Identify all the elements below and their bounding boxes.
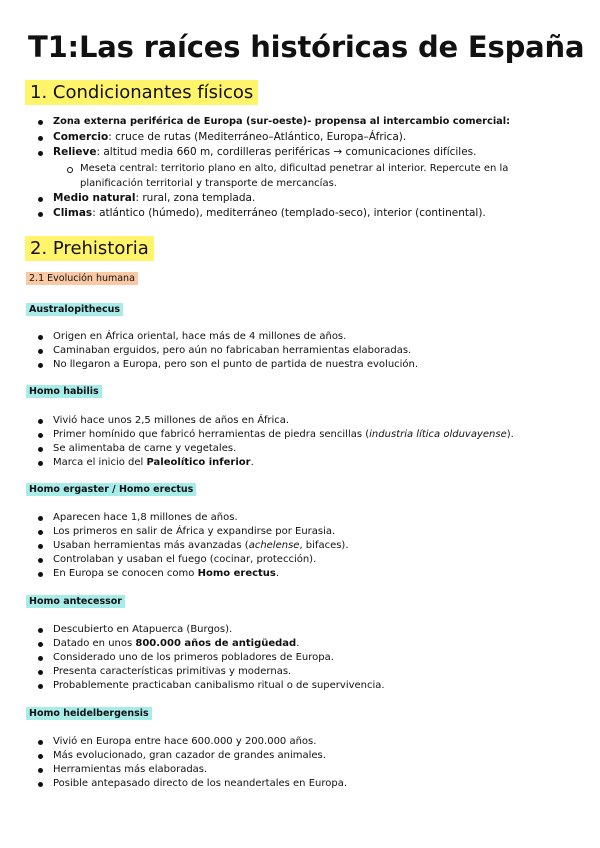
list-item: Origen en África oriental, hace más de 4 millones de años. <box>38 330 418 344</box>
homo-antecessor-list <box>38 623 385 693</box>
list-item: Los primeros en salir de África y expandirse por Eurasia. <box>38 525 349 539</box>
list-item <box>38 539 349 553</box>
item-text: Datado en unos <box>53 638 136 649</box>
list-item: No llegaron a Europa, pero son el punto de partida de nuestra evolución. <box>38 358 418 372</box>
item-text: Primer homínido que fabricó herramientas de piedra sencillas ( <box>53 429 370 440</box>
item-text: , bifaces). <box>299 540 349 551</box>
list-item <box>38 130 550 146</box>
item-bold: Medio natural <box>53 191 136 204</box>
list-item <box>38 567 349 581</box>
list-item <box>38 114 550 130</box>
list-item: Más evolucionado, gran cazador de grandes animales. <box>38 749 347 763</box>
item-italic: industria lítica olduvayense <box>369 429 507 440</box>
homo-erectus-list <box>38 511 349 581</box>
group-tag-homo-erectus: Homo ergaster / Homo erectus <box>26 483 196 496</box>
list-item: Aparecen hace 1,8 millones de años. <box>38 511 349 525</box>
list-item: Se alimentaba de carne y vegetales. <box>38 442 514 456</box>
item-text: Marca el inicio del <box>53 457 147 468</box>
item-bold: Homo erectus <box>197 568 276 579</box>
item-text: : atlántico (húmedo), mediterráneo (templado-seco), interior (continental). <box>92 207 486 219</box>
list-item <box>38 456 514 470</box>
group-tag-homo-antecessor: Homo antecessor <box>26 595 125 608</box>
sub-list-item: Meseta central: territorio plano en alto, dificultad penetrar al interior. Repercute en la planificación territorial y transporte de mercancías. <box>67 161 550 191</box>
item-text: . <box>296 638 300 649</box>
section-heading-label: 1. Condicionantes físicos <box>30 82 254 103</box>
list-item <box>38 637 385 651</box>
page-title: T1:Las raíces históricas de España <box>28 30 585 64</box>
section-heading-prehistoria <box>25 236 154 261</box>
list-item: Caminaban erguidos, pero aún no fabricaban herramientas elaboradas. <box>38 344 418 358</box>
item-italic: achelense <box>248 540 300 551</box>
list-item: Vivió hace unos 2,5 millones de años en África. <box>38 414 514 428</box>
item-text: : cruce de rutas (Mediterráneo–Atlántico, Europa–África). <box>108 130 407 143</box>
item-bold: Relieve <box>53 146 97 158</box>
item-text: Usaban herramientas más avanzadas ( <box>53 540 249 551</box>
item-text: En Europa se conocen como <box>53 568 198 579</box>
list-item <box>38 191 550 207</box>
item-text: : altitud media 660 m, cordilleras periféricas → comunicaciones difíciles. <box>96 146 477 158</box>
section-heading-condicionantes <box>25 80 258 105</box>
item-bold: Zona externa periférica de Europa (sur-oeste)- propensa al intercambio comercial: <box>53 116 511 127</box>
group-tag-homo-heidelbergensis: Homo heidelbergensis <box>26 707 152 720</box>
list-item: Posible antepasado directo de los neandertales en Europa. <box>38 777 347 791</box>
list-item: Probablemente practicaban canibalismo ritual o de supervivencia. <box>38 679 385 693</box>
relieve-sublist <box>53 161 550 191</box>
item-bold: 800.000 años de antigüedad <box>135 638 297 649</box>
item-text: ). <box>506 429 514 440</box>
group-tag-homo-habilis: Homo habilis <box>26 385 102 398</box>
item-text: . <box>275 568 280 579</box>
list-item: Descubierto en Atapuerca (Burgos). <box>38 623 385 637</box>
condicionantes-list <box>38 114 550 222</box>
group-tag-australopithecus: Australopithecus <box>26 303 123 316</box>
item-bold: Comercio <box>53 130 109 143</box>
homo-heidelbergensis-list <box>38 735 347 791</box>
item-text: . <box>250 457 254 468</box>
item-bold: Climas <box>53 207 93 219</box>
list-item: Considerado uno de los primeros pobladores de Europa. <box>38 651 385 665</box>
list-item <box>38 206 550 222</box>
list-item <box>38 428 514 442</box>
list-item: Controlaban y usaban el fuego (cocinar, protección). <box>38 553 349 567</box>
homo-habilis-list <box>38 414 514 470</box>
subheading-evolucion-humana: 2.1 Evolución humana <box>26 272 138 285</box>
item-bold: Paleolítico inferior <box>146 457 251 468</box>
item-text: : rural, zona templada. <box>135 191 256 204</box>
list-item: Presenta características primitivas y modernas. <box>38 665 385 679</box>
list-item: Vivió en Europa entre hace 600.000 y 200.000 años. <box>38 735 347 749</box>
australopithecus-list <box>38 330 418 372</box>
section-heading-label: 2. Prehistoria <box>30 238 149 259</box>
list-item <box>38 145 550 191</box>
list-item: Herramientas más elaboradas. <box>38 763 347 777</box>
